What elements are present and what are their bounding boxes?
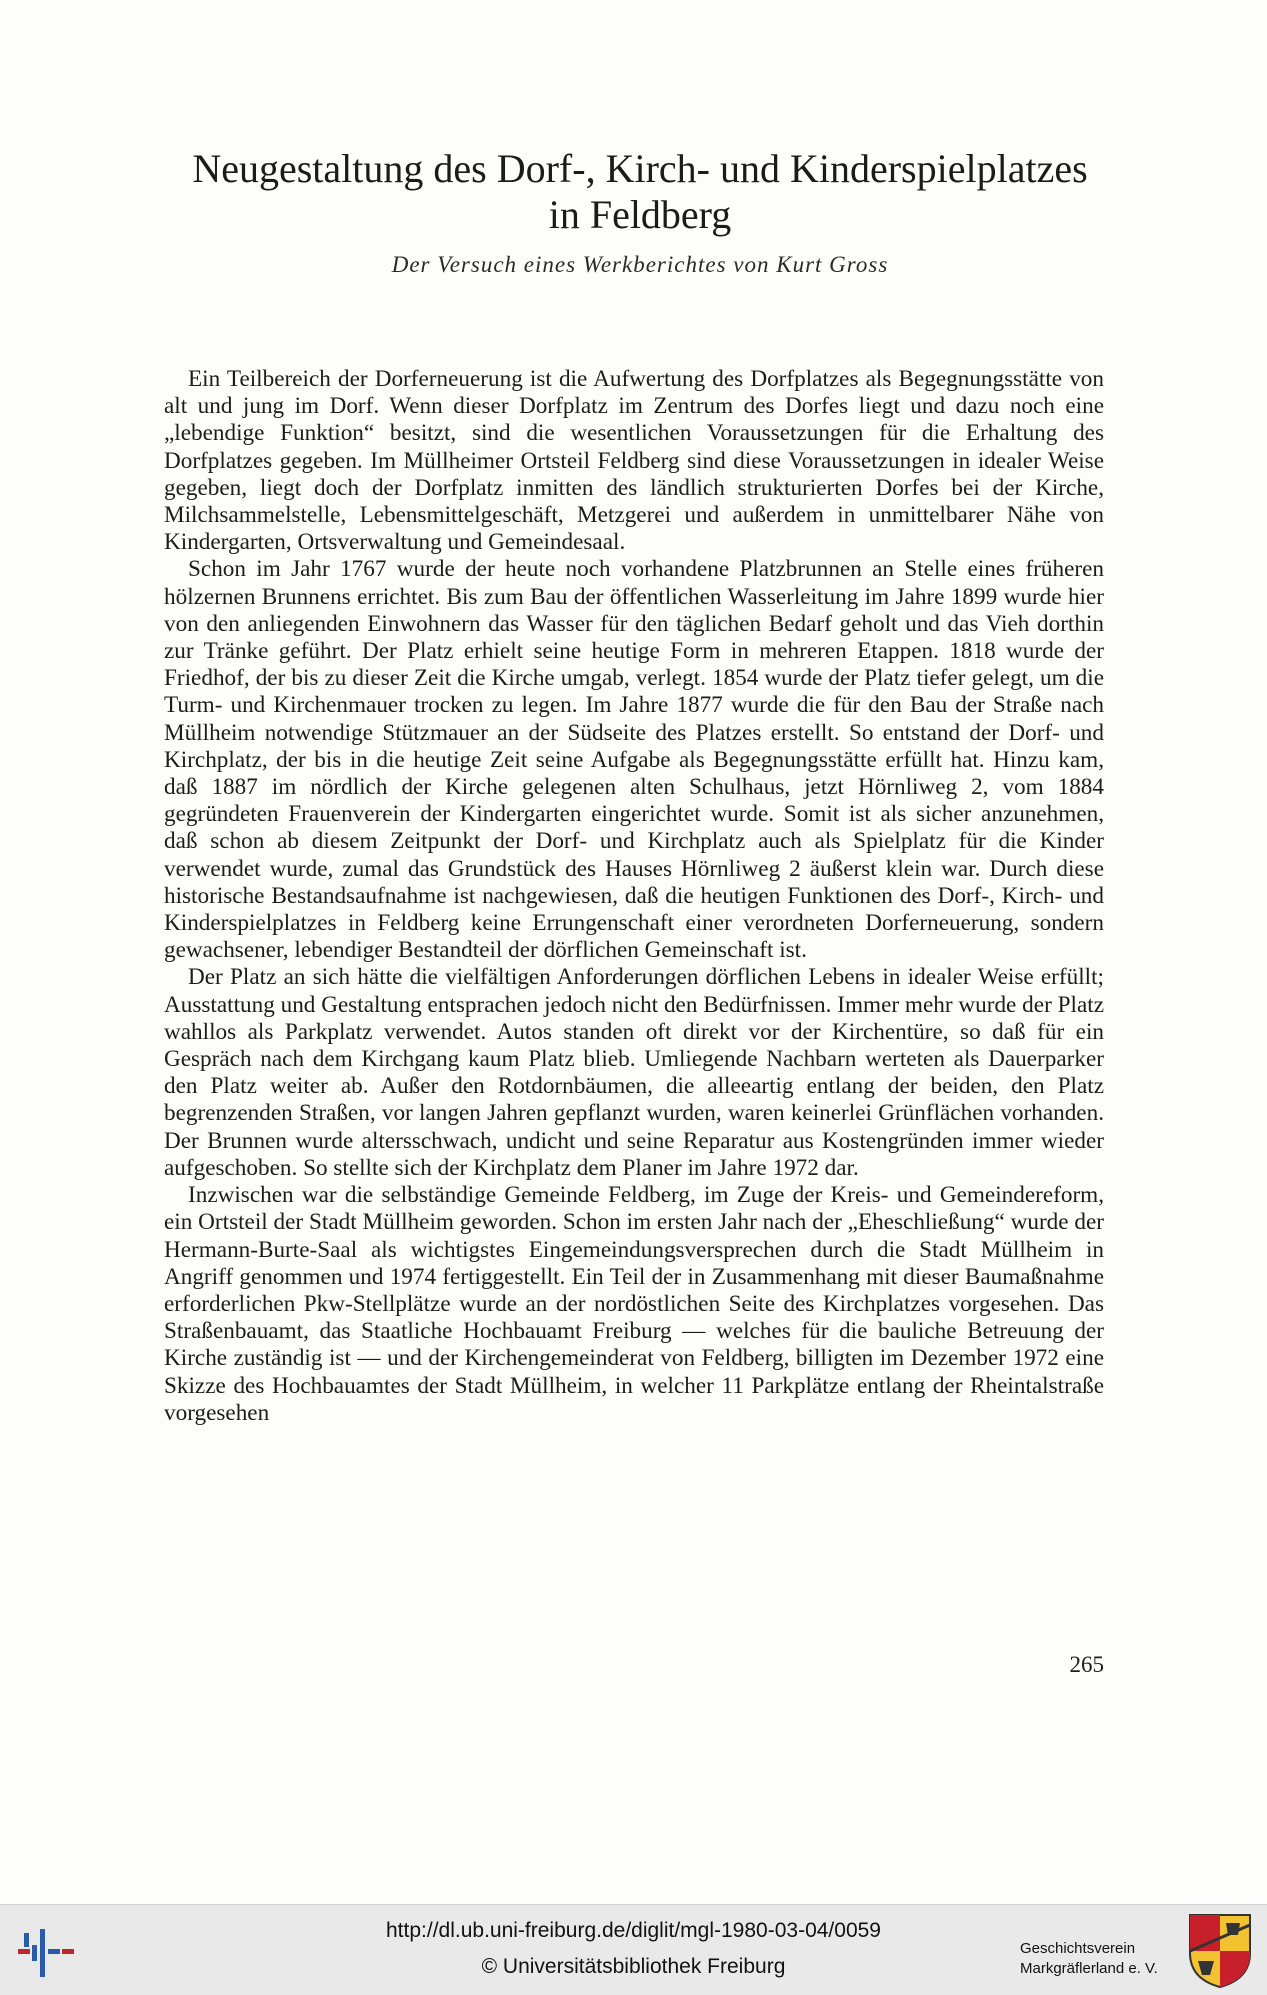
society-line-2: Markgräflerland e. V.: [1020, 1960, 1158, 1977]
coat-of-arms-icon: [1188, 1913, 1252, 1989]
viewer-footer: [0, 1904, 1267, 1995]
article-subtitle: Der Versuch eines Werkberichtes von Kurt Gross: [391, 252, 889, 277]
article-body: [164, 366, 1104, 1427]
society-name: [1020, 1939, 1180, 1979]
article-title: [150, 146, 1130, 238]
society-line-1: Geschichtsverein: [1020, 1940, 1136, 1957]
page-number: 265: [1069, 1652, 1104, 1677]
title-line-1: Neugestaltung des Dorf-, Kirch- und Kinderspielplatzes: [192, 146, 1088, 191]
title-line-2: in Feldberg: [548, 192, 732, 237]
paragraph: Ein Teilbereich der Dorferneuerung ist die Aufwertung des Dorfplatzes als Begegnungsstätte von alt und jung im Dorf. Wenn dieser Dorfplatz im Zentrum des Dorfes liegt und dazu noch eine „lebendige Funktion“ besitzt, sind die wesentlichen Voraussetzungen für die Erhaltung des Dorfplatzes gegeben. Im Müllheimer Ortsteil Feldberg sind diese Voraussetzungen in idealer Weise gegeben, liegt doch der Dorfplatz inmitten des ländlich strukturierten Dorfes bei der Kirche, Milchsammelstelle, Lebensmittelgeschäft, Metzgerei und außerdem in unmittelbarer Nähe von Kindergarten, Ortsverwaltung und Gemeindesaal.: [164, 366, 1104, 556]
permalink-link[interactable]: http://dl.ub.uni-freiburg.de/diglit/mgl-1980-03-04/0059: [386, 1919, 881, 1942]
paragraph: Inzwischen war die selbständige Gemeinde Feldberg, im Zuge der Kreis- und Gemeindereform, ein Ortsteil der Stadt Müllheim geworden. Schon im ersten Jahr nach der „Eheschließung“ wurde der Hermann-Burte-Saal als wichtigstes Eingemeindungsversprechen durch die Stadt Müllheim in Angriff genommen und 1974 fertiggestellt. Ein Teil der in Zusammenhang mit dieser Baumaßnahme erforderlichen Pkw-Stellplätze wurde an der nordöstlichen Seite des Kirchplatzes vorgesehen. Das Straßenbauamt, das Staatliche Hochbauamt Freiburg — welches für die bauliche Betreuung der Kirche zuständig ist — und der Kirchengemeinderat von Feldberg, billigten im Dezember 1972 eine Skizze des Hochbauamtes der Stadt Müllheim, in welcher 11 Parkplätze entlang der Rheintalstraße vorgesehen: [164, 1182, 1104, 1426]
paragraph: Der Platz an sich hätte die vielfältigen Anforderungen dörflichen Lebens in idealer Weise erfüllt; Ausstattung und Gestaltung entsprachen jedoch nicht den Bedürfnissen. Immer mehr wurde der Platz wahllos als Parkplatz verwendet. Autos standen oft direkt vor der Kirchentüre, so daß für ein Gespräch nach dem Kirchgang kaum Platz blieb. Umliegende Nachbarn werteten als Dauerparker den Platz weiter ab. Außer den Rotdornbäumen, die alleeartig entlang der beiden, den Platz begrenzenden Straßen, vor langen Jahren gepflanzt wurden, waren keinerlei Grünflächen vorhanden. Der Brunnen wurde altersschwach, undicht und seine Reparatur aus Kostengründen immer wieder aufgeschoben. So stellte sich der Kirchplatz dem Planer im Jahre 1972 dar.: [164, 964, 1104, 1181]
paragraph: Schon im Jahr 1767 wurde der heute noch vorhandene Platzbrunnen an Stelle eines früheren hölzernen Brunnens errichtet. Bis zum Bau der öffentlichen Wasserleitung im Jahre 1899 wurde hier von den anliegenden Einwohnern das Wasser für den täglichen Bedarf geholt und das Vieh dorthin zur Tränke geführt. Der Platz erhielt seine heutige Form in mehreren Etappen. 1818 wurde der Friedhof, der bis zu dieser Zeit die Kirche umgab, verlegt. 1854 wurde der Platz tiefer gelegt, um die Turm- und Kirchenmauer trocken zu legen. Im Jahre 1877 wurde die für den Bau der Straße nach Müllheim notwendige Stützmauer an der Südseite des Platzes erstellt. So entstand der Dorf- und Kirchplatz, der bis in die heutige Zeit seine Aufgabe als Begegnungsstätte erfüllt hat. Hinzu kam, daß 1887 im nördlich der Kirche gelegenen alten Schulhaus, jetzt Hörnliweg 2, vom 1884 gegründeten Frauenverein der Kindergarten eingerichtet wurde. Somit ist als sicher anzunehmen, daß schon ab diesem Zeitpunkt der Dorf- und Kirchplatz auch als Spielplatz für die Kinder verwendet wurde, zumal das Grundstück des Hauses Hörnliweg 2 äußerst klein war. Durch diese historische Bestandsaufnahme ist nachgewiesen, daß die heutigen Funktionen des Dorf-, Kirch- und Kinderspielplatzes in Feldberg keine Errungenschaft einer verordneten Dorferneuerung, sondern gewachsener, lebendiger Bestandteil der dörflichen Gemeinschaft ist.: [164, 556, 1104, 964]
copyright-notice: © Universitätsbibliothek Freiburg: [481, 1955, 786, 1978]
